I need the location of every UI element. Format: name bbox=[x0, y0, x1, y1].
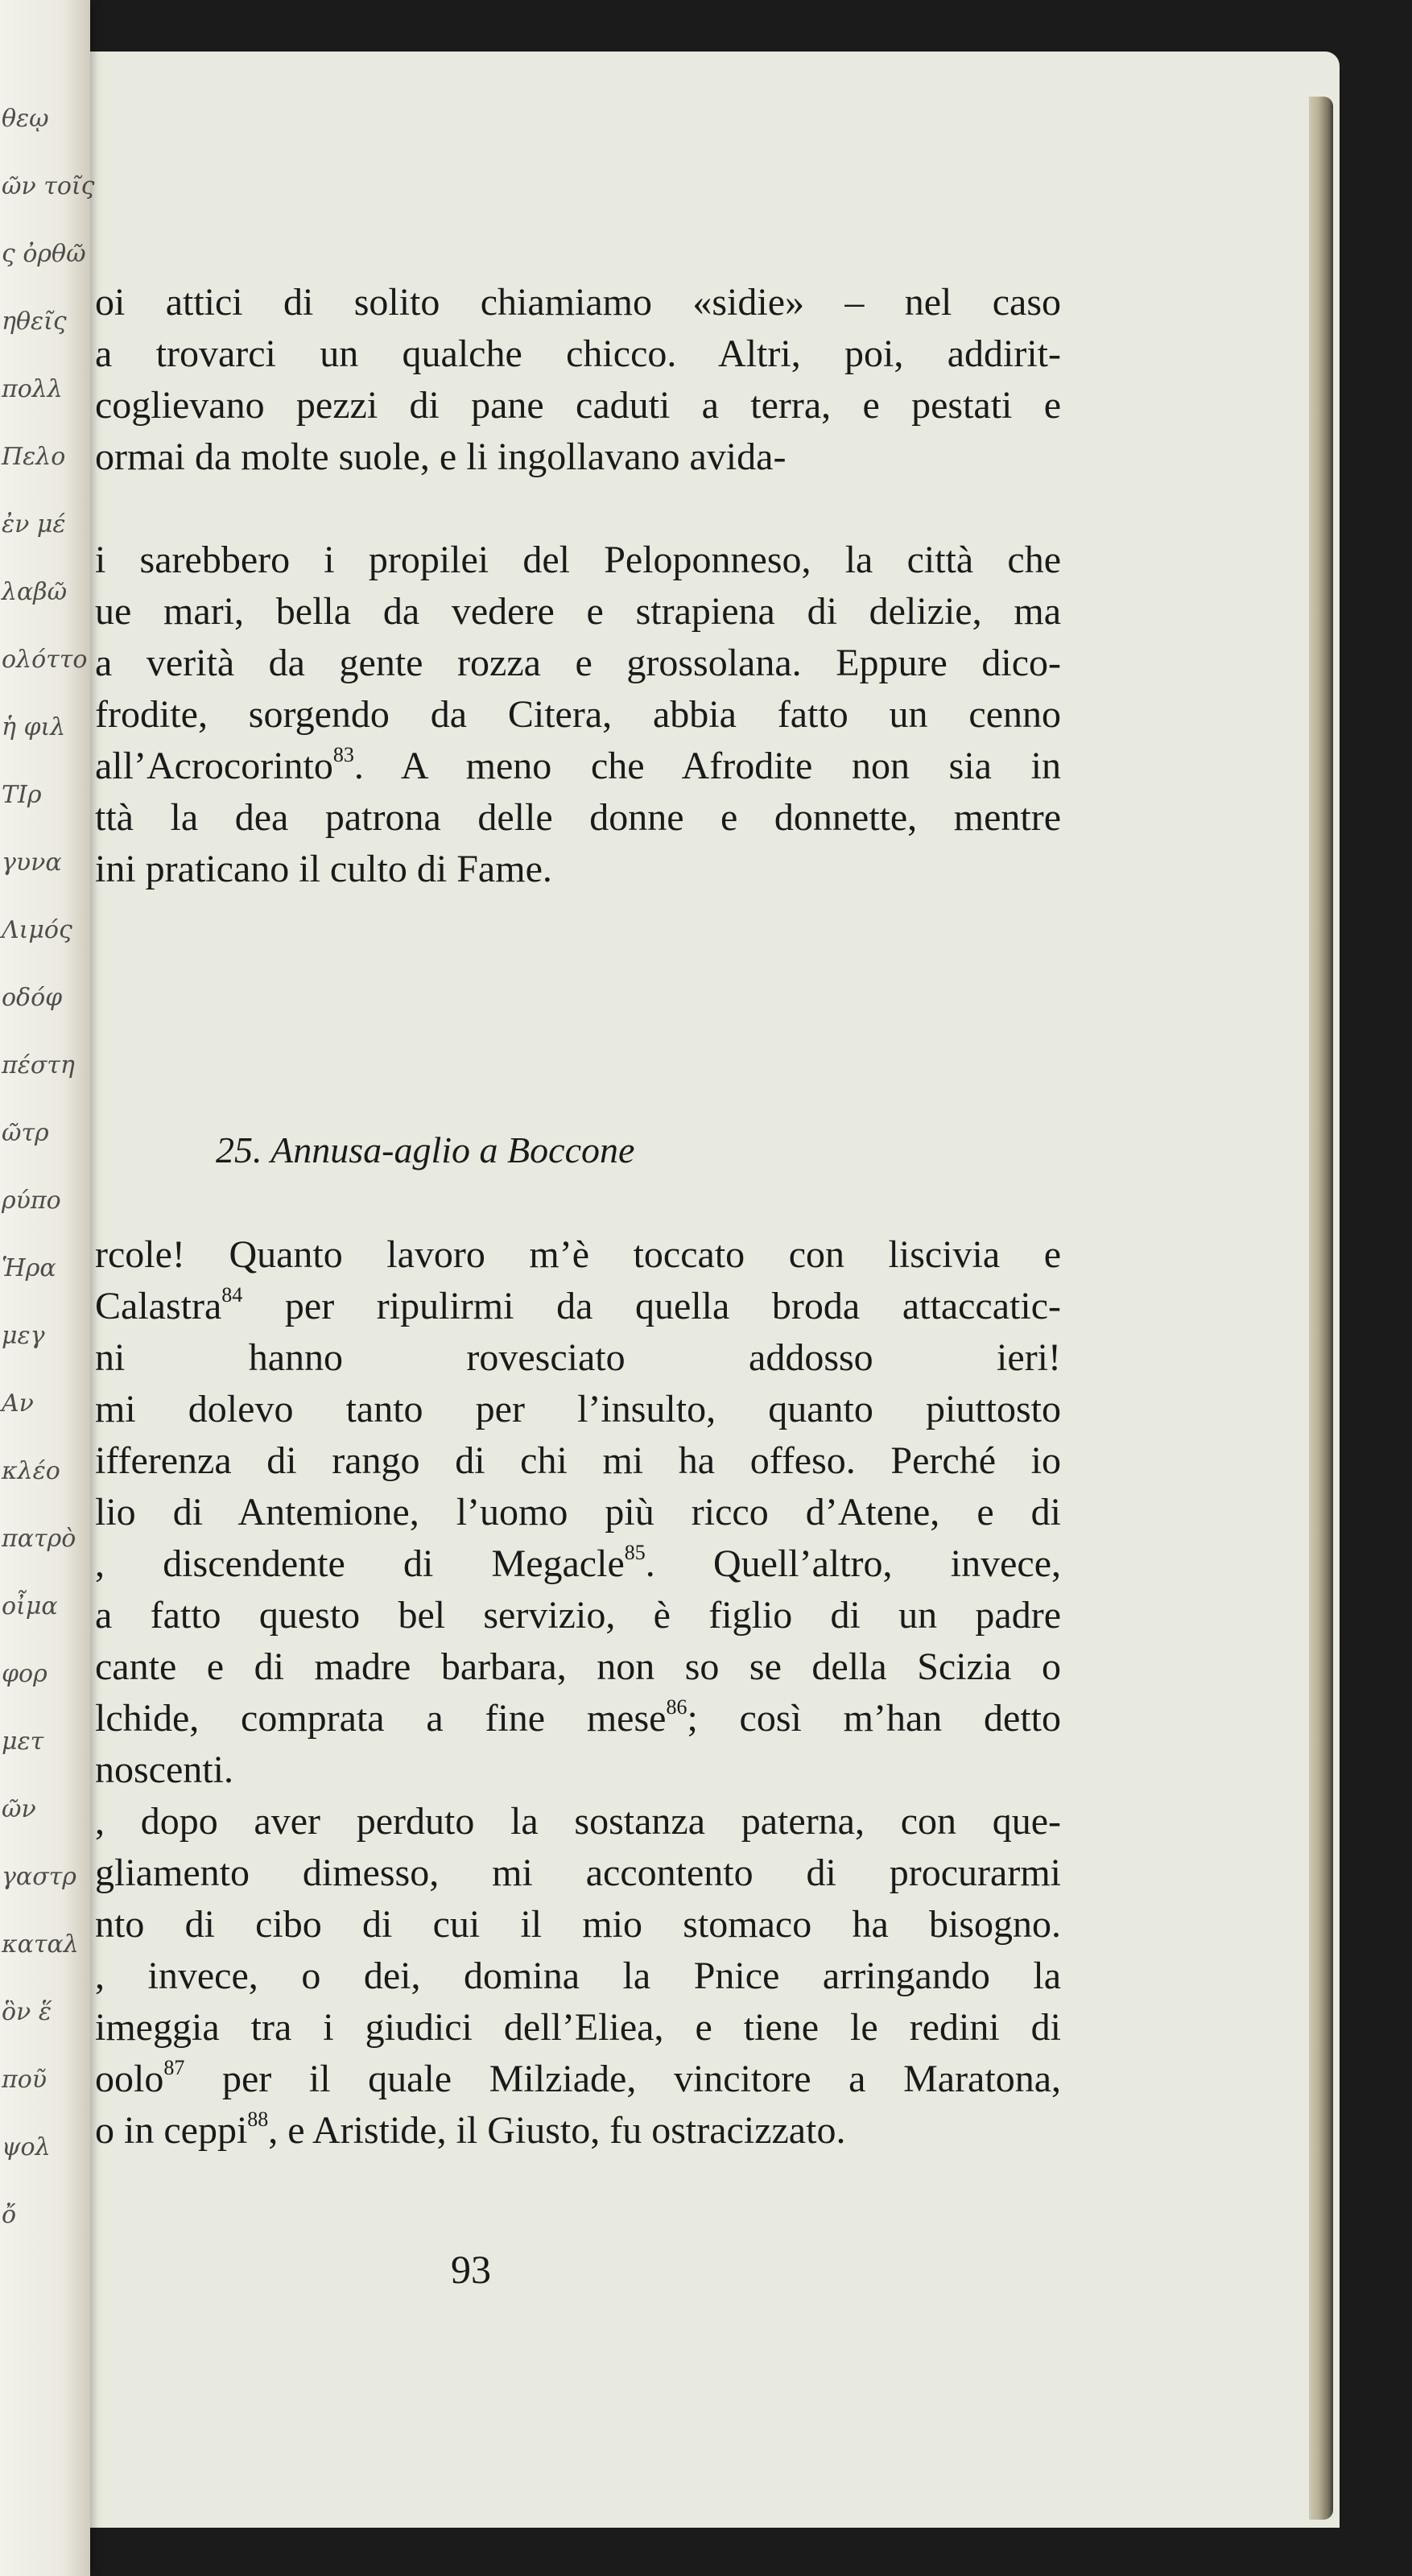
text-line bbox=[95, 689, 1061, 741]
greek-fragment: ῶτρ bbox=[2, 1119, 49, 1147]
text-line bbox=[95, 844, 1061, 895]
text-line-main: ue mari, bella da vedere e strapiena di delizie, ma bbox=[95, 590, 1061, 633]
text-line bbox=[95, 1281, 1061, 1332]
text-line-rest: . Quell’altro, invece, bbox=[645, 1542, 1061, 1585]
paragraph-3 bbox=[95, 1229, 1061, 2157]
facing-page-greek bbox=[0, 0, 95, 2576]
greek-fragment: ς ὀρθῶ bbox=[2, 240, 86, 268]
text-line-main: frodite, sorgendo da Citera, abbia fatto un cenno bbox=[95, 693, 1061, 736]
text-line bbox=[95, 2002, 1061, 2054]
greek-fragment: γυνα bbox=[2, 848, 62, 877]
text-line-main: all’Acrocorinto bbox=[95, 745, 333, 787]
greek-fragment: μετ bbox=[2, 1728, 44, 1756]
footnote-ref: 85 bbox=[624, 1541, 646, 1564]
greek-fragment: γαστρ bbox=[2, 1863, 76, 1891]
text-line bbox=[95, 1641, 1061, 1693]
footnote-ref: 88 bbox=[247, 2107, 269, 2131]
text-line bbox=[95, 1229, 1061, 1281]
text-line-main: ifferenza di rango di chi mi ha offeso. Perché io bbox=[95, 1439, 1061, 1482]
text-line-rest: per il quale Milziade, vincitore a Maratona, bbox=[184, 2058, 1061, 2100]
text-line bbox=[95, 1590, 1061, 1641]
greek-fragment: πατρὸ bbox=[2, 1525, 76, 1553]
greek-fragment: φορ bbox=[2, 1660, 47, 1688]
text-line bbox=[95, 1899, 1061, 1951]
greek-fragment: πολλ bbox=[2, 375, 63, 403]
greek-fragment: κλέο bbox=[2, 1457, 60, 1485]
footnote-ref: 87 bbox=[163, 2056, 185, 2079]
text-line-main: lio di Antemione, l’uomo più ricco d’Atene, e di bbox=[95, 1491, 1061, 1534]
text-line: oi attici di solito chiamiamo «sidie» – nel caso bbox=[95, 281, 1061, 324]
greek-fragment: ΤΙρ bbox=[2, 781, 42, 809]
greek-fragment: πέστη bbox=[2, 1051, 75, 1080]
text-line-rest: per ripulirmi da quella broda attaccatic- bbox=[242, 1285, 1061, 1327]
greek-fragment: ψολ bbox=[2, 2133, 51, 2161]
greek-fragment: ὃν ἕ bbox=[2, 1998, 52, 2026]
text-line bbox=[95, 1847, 1061, 1899]
text-line bbox=[95, 741, 1061, 792]
greek-fragment: ἐν μέ bbox=[2, 510, 66, 539]
text-line-main: lchide, comprata a fine mese bbox=[95, 1697, 667, 1740]
text-line-main: , dopo aver perduto la sostanza paterna, con que- bbox=[95, 1800, 1061, 1843]
greek-fragment: ῶν bbox=[2, 1795, 36, 1823]
text-line bbox=[95, 792, 1061, 844]
chapter-heading: 25. Annusa-aglio a Boccone bbox=[216, 1129, 635, 1170]
text-line bbox=[95, 638, 1061, 689]
greek-fragment: θεῳ bbox=[2, 105, 49, 133]
text-line: coglievano pezzi di pane caduti a terra, e pestati e bbox=[95, 384, 1061, 427]
text-line-main: nto di cibo di cui il mio stomaco ha bisogno. bbox=[95, 1903, 1061, 1946]
text-line-main: ini praticano il culto di Fame. bbox=[95, 848, 552, 890]
page-number: 93 bbox=[451, 2247, 491, 2292]
greek-fragment: ῶν τοῖς bbox=[2, 172, 95, 200]
greek-fragment: Λιμός bbox=[2, 916, 72, 944]
text-line-main: mi dolevo tanto per l’insulto, quanto piuttosto bbox=[95, 1388, 1061, 1430]
greek-fragment: Πελο bbox=[2, 443, 66, 471]
text-line bbox=[95, 1487, 1061, 1538]
text-line bbox=[95, 1538, 1061, 1590]
text-line bbox=[95, 1332, 1061, 1384]
greek-fragment: Αν bbox=[2, 1389, 34, 1418]
text-line-main: imeggia tra i giudici dell’Eliea, e tiene le redini di bbox=[95, 2006, 1061, 2049]
text-line-main: ni hanno rovesciato addosso ieri! bbox=[95, 1336, 1061, 1379]
greek-fragment: οἶμα bbox=[2, 1592, 58, 1620]
paragraph-1 bbox=[95, 277, 1061, 483]
text-line bbox=[95, 1744, 1061, 1796]
greek-fragment: Ἡρα bbox=[2, 1254, 56, 1282]
page-edge bbox=[1309, 97, 1333, 2520]
text-line-main: rcole! Quanto lavoro m’è toccato con liscivia e bbox=[95, 1233, 1061, 1276]
greek-fragment: ποῦ bbox=[2, 2066, 47, 2094]
text-line bbox=[95, 2054, 1061, 2105]
footnote-ref: 83 bbox=[332, 743, 354, 766]
paragraph-2 bbox=[95, 535, 1061, 895]
text-line-main: oolo bbox=[95, 2058, 164, 2100]
text-line-main: cante e di madre barbara, non so se della Scizia o bbox=[95, 1645, 1061, 1688]
text-line-main: noscenti. bbox=[95, 1748, 233, 1791]
text-line-main: a fatto questo bel servizio, è figlio di un padre bbox=[95, 1594, 1061, 1637]
text-line bbox=[95, 2105, 1061, 2157]
text-line bbox=[95, 535, 1061, 586]
text-line bbox=[95, 1796, 1061, 1847]
text-line-main: , discendente di Megacle bbox=[95, 1542, 625, 1585]
greek-fragment: ηθεῖς bbox=[2, 308, 67, 336]
text-line bbox=[95, 1435, 1061, 1487]
greek-fragment: οδόφ bbox=[2, 984, 63, 1012]
text-line bbox=[95, 1951, 1061, 2002]
text-line-main: a verità da gente rozza e grossolana. Eppure dico- bbox=[95, 642, 1061, 684]
greek-fragment: ολόττο bbox=[2, 646, 88, 674]
text-line-main: o in ceppi bbox=[95, 2109, 248, 2152]
greek-fragment: ὄ bbox=[2, 2201, 17, 2229]
text-line-main: ttà la dea patrona delle donne e donnette, mentre bbox=[95, 796, 1061, 839]
greek-fragment: καταλ bbox=[2, 1930, 79, 1959]
text-line-main: Calastra bbox=[95, 1285, 222, 1327]
text-line bbox=[95, 1693, 1061, 1744]
footnote-ref: 84 bbox=[221, 1283, 243, 1307]
greek-fragment: λαβῶ bbox=[2, 578, 68, 606]
greek-fragment: ρύπο bbox=[2, 1187, 61, 1215]
text-line-rest: , e Aristide, il Giusto, fu ostracizzato. bbox=[268, 2109, 846, 2152]
greek-fragment: ἡ φιλ bbox=[2, 713, 66, 741]
text-line: a trovarci un qualche chicco. Altri, poi, addirit- bbox=[95, 332, 1061, 375]
text-line-rest: . A meno che Afrodite non sia in bbox=[353, 745, 1061, 787]
text-line bbox=[95, 1384, 1061, 1435]
text-line-rest: ; così m’han detto bbox=[687, 1697, 1061, 1740]
text-line-main: i sarebbero i propilei del Peloponneso, la città che bbox=[95, 539, 1061, 581]
text-line: ormai da molte suole, e li ingollavano avida- bbox=[95, 436, 787, 478]
footnote-ref: 86 bbox=[666, 1695, 687, 1719]
text-line-main: gliamento dimesso, mi accontento di procurarmi bbox=[95, 1852, 1061, 1894]
text-line-main: , invece, o dei, domina la Pnice arringando la bbox=[95, 1955, 1061, 1997]
greek-fragment: μεγ bbox=[2, 1322, 45, 1350]
text-line bbox=[95, 586, 1061, 638]
